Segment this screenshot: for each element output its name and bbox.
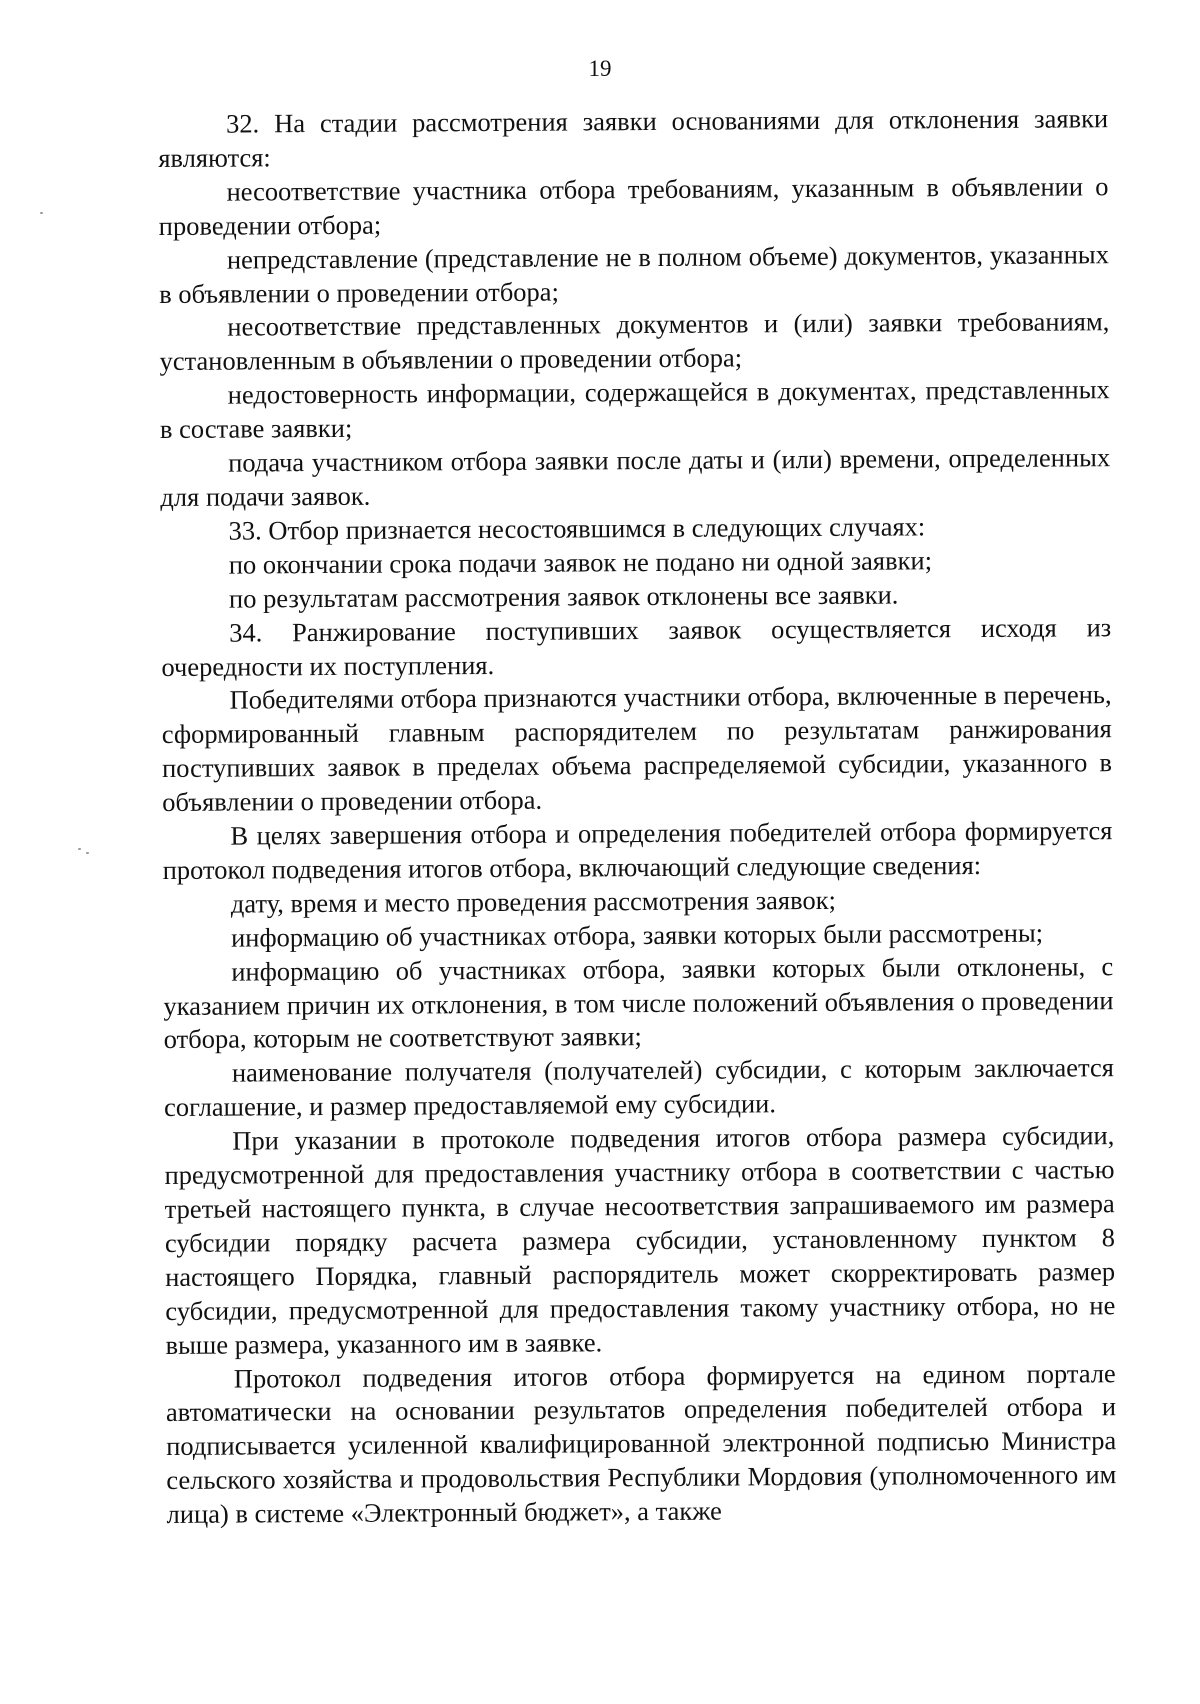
paragraph-33-intro: 33. Отбор признается несостоявшимся в следующих случаях: xyxy=(228,511,926,546)
paragraph-item: дату, время и место проведения рассмотрения заявок; xyxy=(230,884,836,919)
paragraph-subsidy-adjustment: При указании в протоколе подведения итогов отбора размера субсидии, предусмотренной для предоставления участнику отбора в соответствии с частью третьей настоящего пункта, в случае несоответствия запрашиваемого им размера субсидии порядку расчета размера субсидии, установленному пунктом 8 настоящего Порядка, главный распорядитель может скорректировать размер субсидии, предусмотренной для предоставления такому участнику отбора, но не выше размера, указанного им в заявке. xyxy=(164,1120,1116,1360)
page-number: 19 xyxy=(588,56,612,81)
document-body xyxy=(158,102,1117,1532)
paragraph-item: по окончании срока подачи заявок не подано ни одной заявки; xyxy=(228,545,933,580)
paragraph-item: подача участником отбора заявки после даты и (или) времени, определенных для подачи заявок. xyxy=(160,442,1111,512)
paragraph-item: по результатам рассмотрения заявок отклонены все заявки. xyxy=(228,579,899,614)
scan-speck xyxy=(40,212,43,214)
paragraph-item: несоответствие представленных документов и (или) заявки требованиям, установленным в объявлении о проведении отбора; xyxy=(159,306,1110,377)
paragraph-item: информацию об участниках отбора, заявки которых были рассмотрены; xyxy=(230,917,1044,953)
scan-speck xyxy=(78,848,81,850)
paragraph-winners: Победителями отбора признаются участники отбора, включенные в перечень, сформированный главным распорядителем по результатам ранжирования поступивших заявок в пределах объема распределяемой субсидии, указанного в объявлении о проведении отбора. xyxy=(161,679,1113,818)
paragraph-item: непредставление (представление не в полном объеме) документов, указанных в объявлении о проведении отбора; xyxy=(159,238,1110,309)
paragraph-32-intro: 32. На стадии рассмотрения заявки основаниями для отклонения заявки являются: xyxy=(158,103,1109,173)
paragraph-item: наименование получателя (получателей) субсидии, с которым заключается соглашение, и размер предоставляемой ему субсидии. xyxy=(164,1052,1114,1123)
paragraph-protocol-intro: В целях завершения отбора и определения победителей отбора формируется протокол подведения итогов отбора, включающий следующие сведения: xyxy=(162,815,1113,885)
scan-speck xyxy=(86,852,89,854)
paragraph-item: информацию об участниках отбора, заявки которых были отклонены, с указанием причин их отклонения, в том числе положений объявления о проведении отбора, которым не соответствуют заявки; xyxy=(163,950,1114,1055)
paragraph-34: 34. Ранжирование поступивших заявок осуществляется исходя из очередности их поступления. xyxy=(161,611,1112,682)
paragraph-item: несоответствие участника отбора требованиям, указанным в объявлении о проведении отбора; xyxy=(158,171,1109,241)
paragraph-protocol-signing: Протокол подведения итогов отбора формируется на едином портале автоматически на основании результатов определения победителей отбора и подписывается усиленной квалифицированной электронной подписью Министра сельского хозяйства и продовольствия Республики Мордовия (уполномоченного им лица) в системе «Электронный бюджет», а также xyxy=(165,1357,1117,1530)
paragraph-item: недостоверность информации, содержащейся в документах, представленных в составе заявки; xyxy=(159,374,1110,445)
